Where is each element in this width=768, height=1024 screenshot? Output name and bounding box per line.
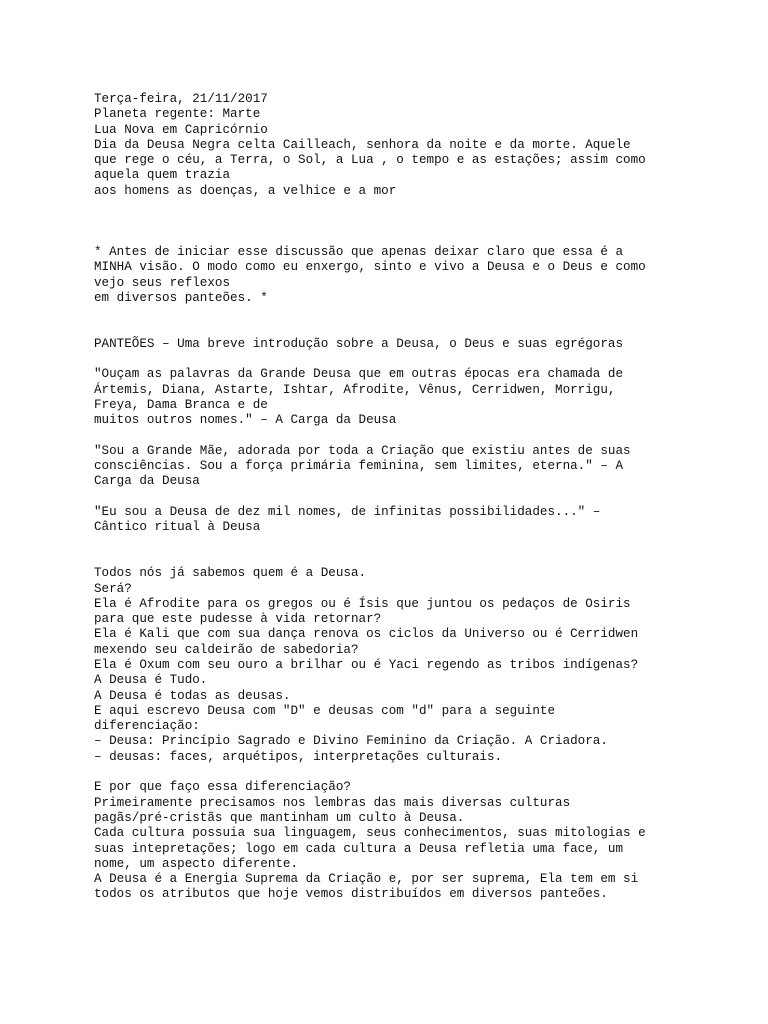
text-line: Ela é Afrodite para os gregos ou é Ísis que juntou os pedaços de Osiris	[94, 596, 631, 611]
text-line: Lua Nova em Capricórnio	[94, 122, 268, 137]
quote-carga-da-deusa-2	[94, 444, 694, 490]
section-title: PANTEÕES – Uma breve introdução sobre a Deusa, o Deus e suas egrégoras	[94, 336, 624, 351]
text-line: que rege o céu, a Terra, o Sol, a Lua , o tempo e as estações; assim como	[94, 153, 646, 168]
body-paragraph-2	[94, 780, 694, 902]
text-line: suas intepretações; logo em cada cultura a Deusa refletia uma face, um	[94, 841, 624, 856]
blank-line	[94, 551, 694, 566]
text-line: Carga da Deusa	[94, 474, 200, 489]
text-line: Cada cultura possuia sua linguagem, seus conhecimentos, suas mitologias e	[94, 826, 646, 841]
text-line: nome, um aspecto diferente.	[94, 856, 299, 871]
text-line: em diversos panteões. *	[94, 290, 268, 305]
text-line: Dia da Deusa Negra celta Cailleach, senhora da noite e da morte. Aquele	[94, 137, 631, 152]
blank-line	[94, 214, 694, 229]
quote-cantico-ritual	[94, 505, 694, 536]
blank-line	[94, 352, 694, 367]
document-page	[94, 92, 694, 903]
text-line: – Deusa: Princípio Sagrado e Divino Feminino da Criação. A Criadora.	[94, 734, 608, 749]
text-line: aquela quem trazia	[94, 168, 231, 183]
text-line: para que este pudesse à vida retornar?	[94, 612, 382, 627]
text-line: * Antes de iniciar esse discussão que apenas deixar claro que essa é a	[94, 244, 624, 259]
blank-line	[94, 230, 694, 245]
text-line: A Deusa é Tudo.	[94, 673, 208, 688]
text-line: Planeta regente: Marte	[94, 107, 261, 122]
blank-line	[94, 490, 694, 505]
text-line: E por que faço essa diferenciação?	[94, 780, 351, 795]
text-line: Ártemis, Diana, Astarte, Ishtar, Afrodite, Vênus, Cerridwen, Morrigu,	[94, 382, 616, 397]
blank-line	[94, 199, 694, 214]
text-line: Primeiramente precisamos nos lembras das mais diversas culturas	[94, 795, 571, 810]
text-line: A Deusa é a Energia Suprema da Criação e, por ser suprema, Ela tem em si	[94, 872, 639, 887]
text-line: mexendo seu caldeirão de sabedoria?	[94, 642, 359, 657]
text-line: Todos nós já sabemos quem é a Deusa.	[94, 566, 367, 581]
text-line: Freya, Dama Branca e de	[94, 397, 268, 412]
text-line: consciências. Sou a força primária feminina, sem limites, eterna." – A	[94, 459, 624, 474]
text-line: "Sou a Grande Mãe, adorada por toda a Criação que existiu antes de suas	[94, 443, 631, 458]
blank-line	[94, 306, 694, 321]
blank-line	[94, 429, 694, 444]
body-paragraph-1	[94, 566, 694, 765]
text-line: "Eu sou a Deusa de dez mil nomes, de infinitas possibilidades..." –	[94, 505, 601, 520]
text-line: Ela é Oxum com seu ouro a brilhar ou é Yaci regendo as tribos indígenas?	[94, 657, 639, 672]
text-line: Será?	[94, 581, 132, 596]
text-line: vejo seus reflexos	[94, 275, 231, 290]
text-line: – deusas: faces, arquétipos, interpretações culturais.	[94, 749, 503, 764]
blank-line	[94, 321, 694, 336]
text-line: A Deusa é todas as deusas.	[94, 688, 291, 703]
text-line: todos os atributos que hoje vemos distribuídos em diversos panteões.	[94, 887, 608, 902]
blank-line	[94, 536, 694, 551]
date-header	[94, 92, 694, 199]
disclaimer-paragraph	[94, 245, 694, 306]
text-line: E aqui escrevo Deusa com "D" e deusas com "d" para a seguinte	[94, 703, 556, 718]
text-line: MINHA visão. O modo como eu enxergo, sinto e vivo a Deusa e o Deus e como	[94, 260, 646, 275]
text-line: Cântico ritual à Deusa	[94, 520, 261, 535]
text-line: Ela é Kali que com sua dança renova os ciclos da Universo ou é Cerridwen	[94, 627, 639, 642]
text-line: "Ouçam as palavras da Grande Deusa que em outras épocas era chamada de	[94, 367, 624, 382]
text-line: muitos outros nomes." – A Carga da Deusa	[94, 413, 397, 428]
quote-carga-da-deusa-1	[94, 367, 694, 428]
text-line: pagãs/pré-cristãs que mantinham um culto à Deusa.	[94, 810, 465, 825]
text-line: diferenciação:	[94, 719, 200, 734]
blank-line	[94, 765, 694, 780]
text-line: aos homens as doenças, a velhice e a mor	[94, 183, 397, 198]
text-line: Terça-feira, 21/11/2017	[94, 92, 268, 106]
